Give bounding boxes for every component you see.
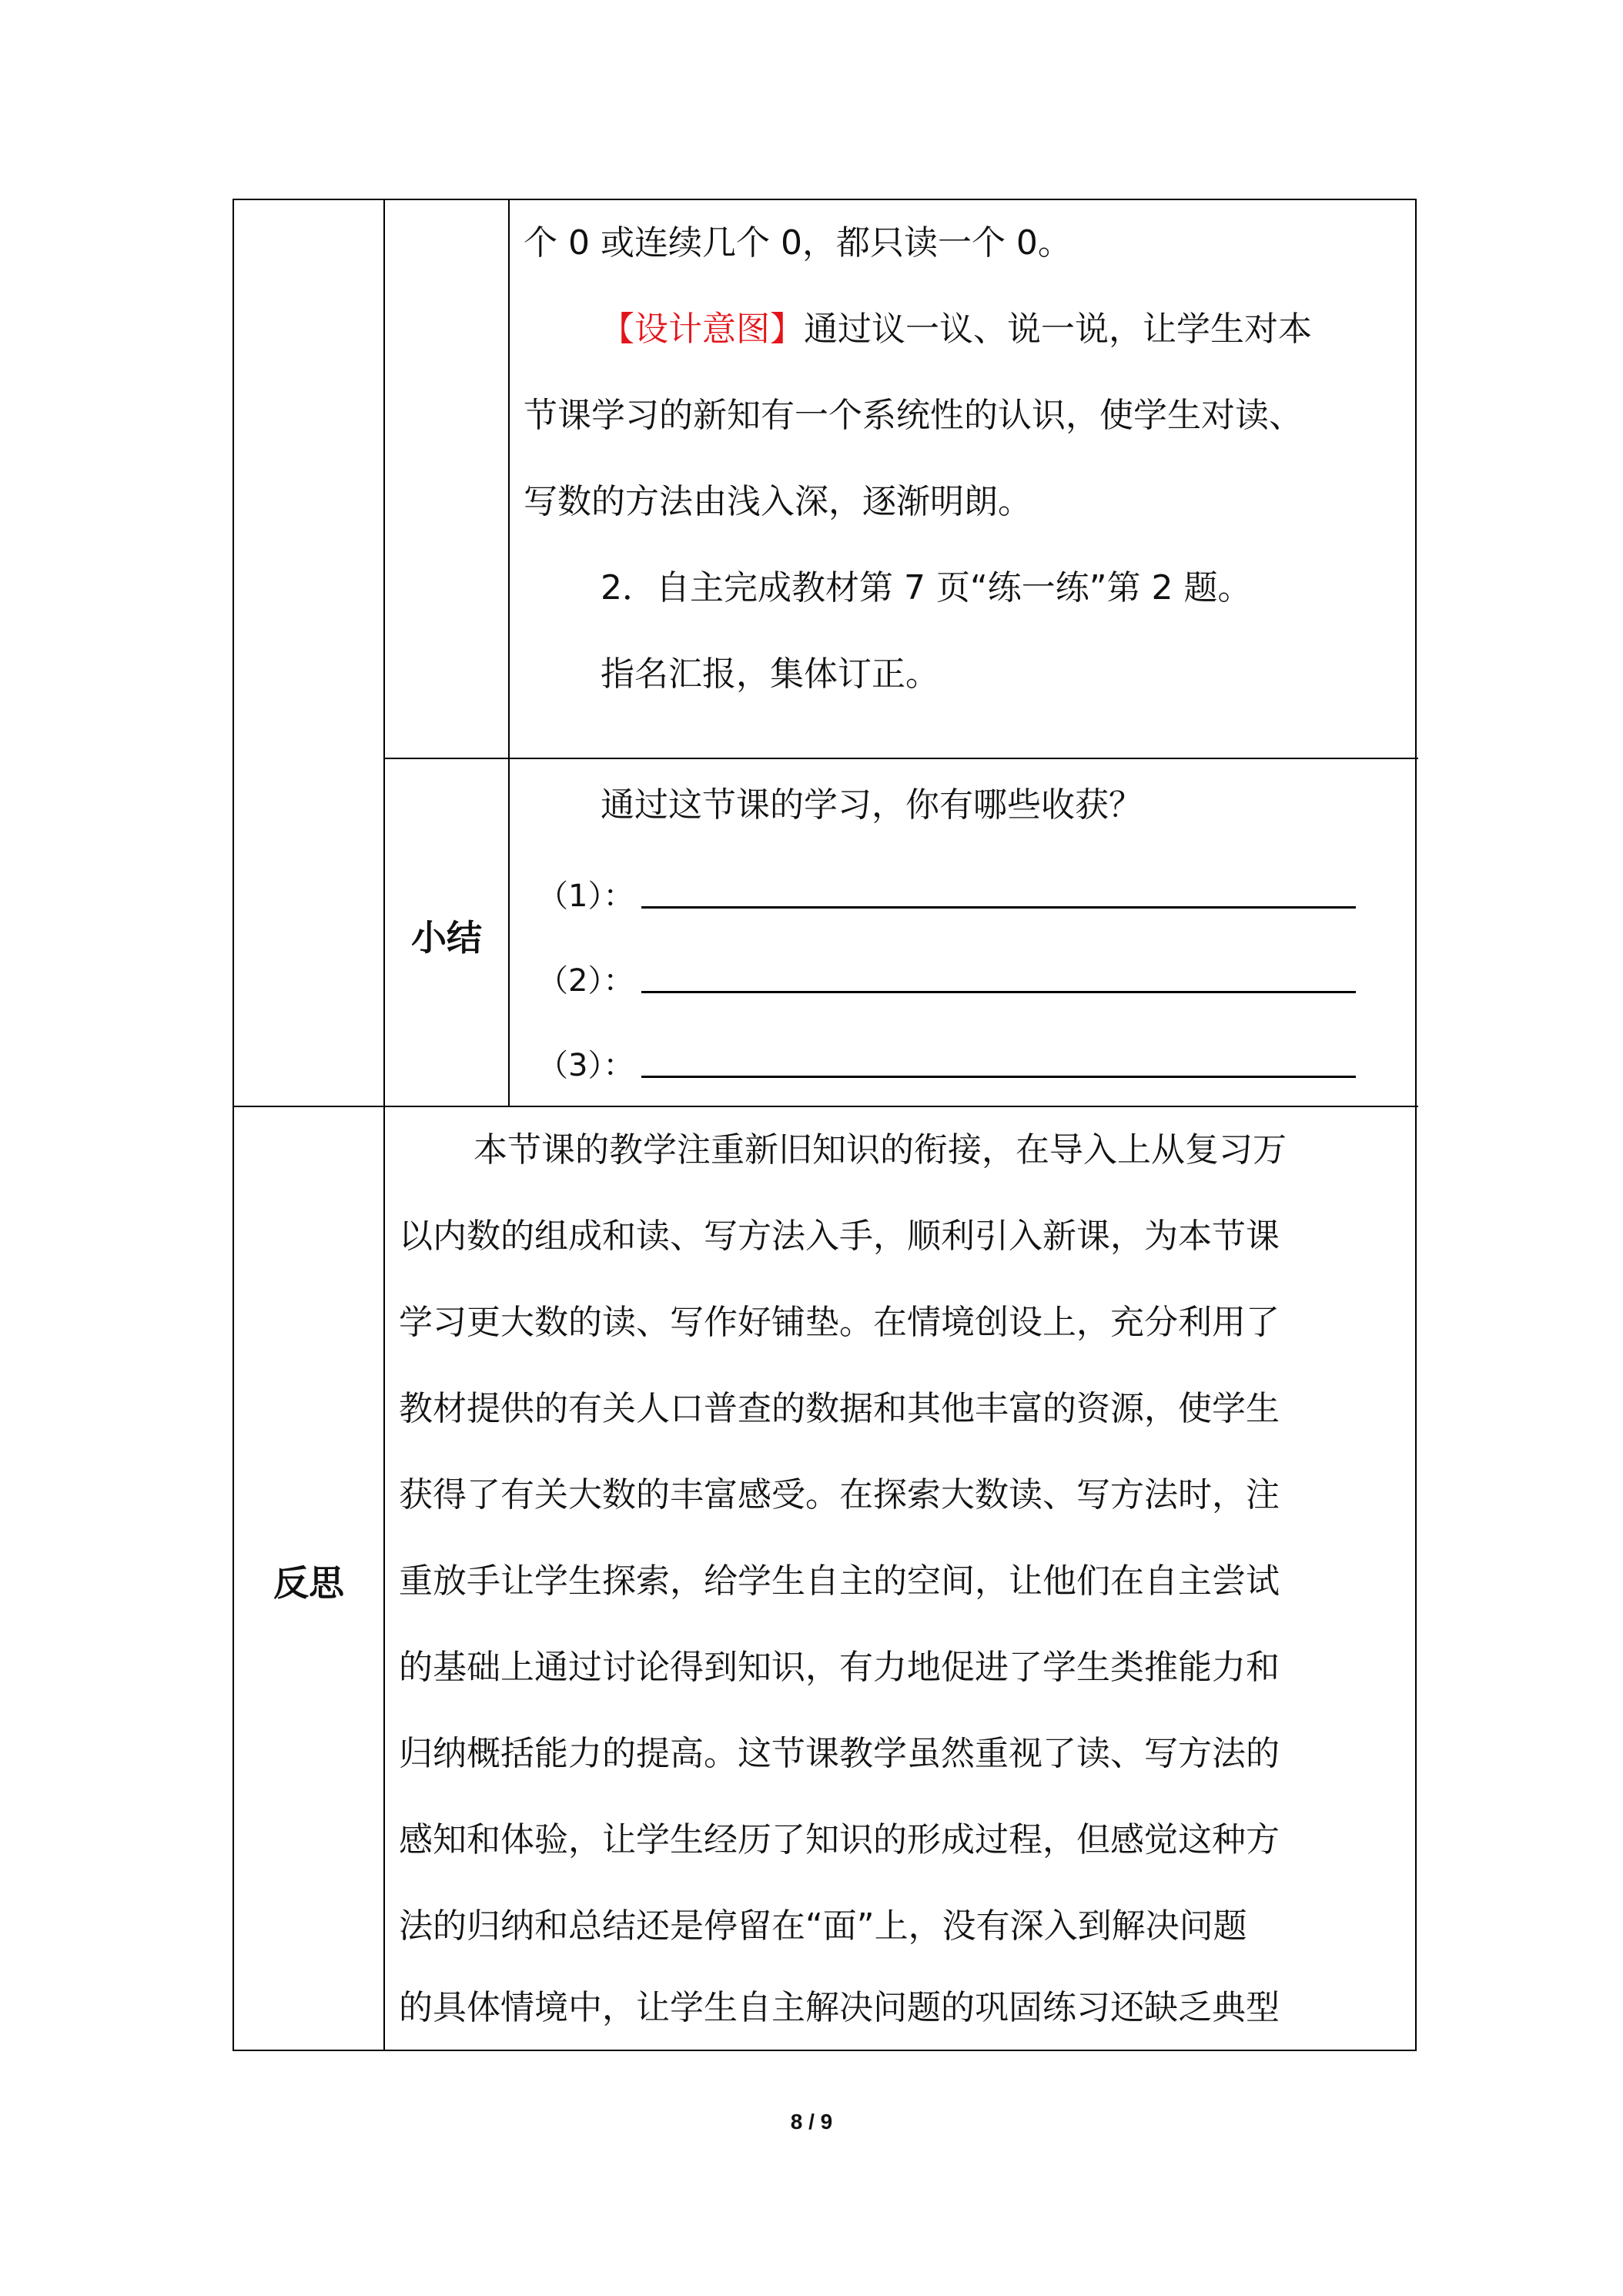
design-intent-label: 【设计意图】 — [601, 310, 804, 349]
lesson-line-5: 2．自主完成教材第 7 页“练一练”第 2 题。 — [601, 568, 1252, 607]
blank-label-3: （3）： — [537, 1047, 634, 1083]
reflection-line-4: 教材提供的有关人口普查的数据和其他丰富的资源，使学生 — [399, 1389, 1280, 1428]
summary-blank-1 — [537, 870, 1372, 916]
page-number: 8 / 9 — [790, 2110, 833, 2134]
lesson-line-4: 写数的方法由浅入深，逐渐明朗。 — [524, 482, 1032, 521]
lesson-line-2 — [601, 286, 1312, 373]
summary-blank-2 — [537, 955, 1372, 1001]
reflection-heading: 反思 — [273, 1562, 344, 1604]
answer-line-2[interactable] — [641, 963, 1356, 993]
column-divider-1 — [383, 199, 385, 2051]
reflection-line-11: 的具体情境中，让学生自主解决问题的巩固练习还缺乏典型 — [399, 1988, 1280, 2027]
summary-heading: 小结 — [411, 917, 482, 959]
blank-label-2: （2）： — [537, 962, 634, 999]
lesson-line-1: 个 0 或连续几个 0，都只读一个 0。 — [524, 223, 1072, 263]
reflection-line-2: 以内数的组成和读、写方法入手，顺利引入新课，为本节课 — [399, 1217, 1280, 1256]
summary-blank-3 — [537, 1039, 1372, 1086]
summary-question: 通过这节课的学习，你有哪些收获？ — [601, 785, 1143, 825]
reflection-line-5: 获得了有关大数的丰富感受。在探索大数读、写方法时，注 — [399, 1475, 1280, 1514]
answer-line-1[interactable] — [641, 879, 1356, 909]
lesson-line-2-text: 通过议一议、说一说，让学生对本 — [804, 310, 1312, 349]
blank-label-1: （1）： — [537, 878, 634, 914]
reflection-line-3: 学习更大数的读、写作好铺垫。在情境创设上，充分利用了 — [399, 1303, 1280, 1342]
row-divider-summary — [383, 758, 1418, 759]
reflection-line-6: 重放手让学生探索，给学生自主的空间，让他们在自主尝试 — [399, 1561, 1280, 1601]
reflection-line-10: 法的归纳和总结还是停留在“面”上，没有深入到解决问题 — [399, 1906, 1247, 1946]
lesson-line-6: 指名汇报，集体订正。 — [601, 654, 939, 694]
answer-line-3[interactable] — [641, 1048, 1356, 1078]
reflection-line-9: 感知和体验，让学生经历了知识的形成过程，但感觉这种方 — [399, 1820, 1280, 1859]
reflection-line-8: 归纳概括能力的提高。这节课教学虽然重视了读、写方法的 — [399, 1734, 1280, 1773]
reflection-line-7: 的基础上通过讨论得到知识，有力地促进了学生类推能力和 — [399, 1648, 1280, 1687]
lesson-line-3: 节课学习的新知有一个系统性的认识，使学生对读、 — [524, 396, 1303, 435]
column-divider-2 — [508, 199, 510, 1107]
reflection-line-1: 本节课的教学注重新旧知识的衔接，在导入上从复习万 — [474, 1130, 1287, 1170]
